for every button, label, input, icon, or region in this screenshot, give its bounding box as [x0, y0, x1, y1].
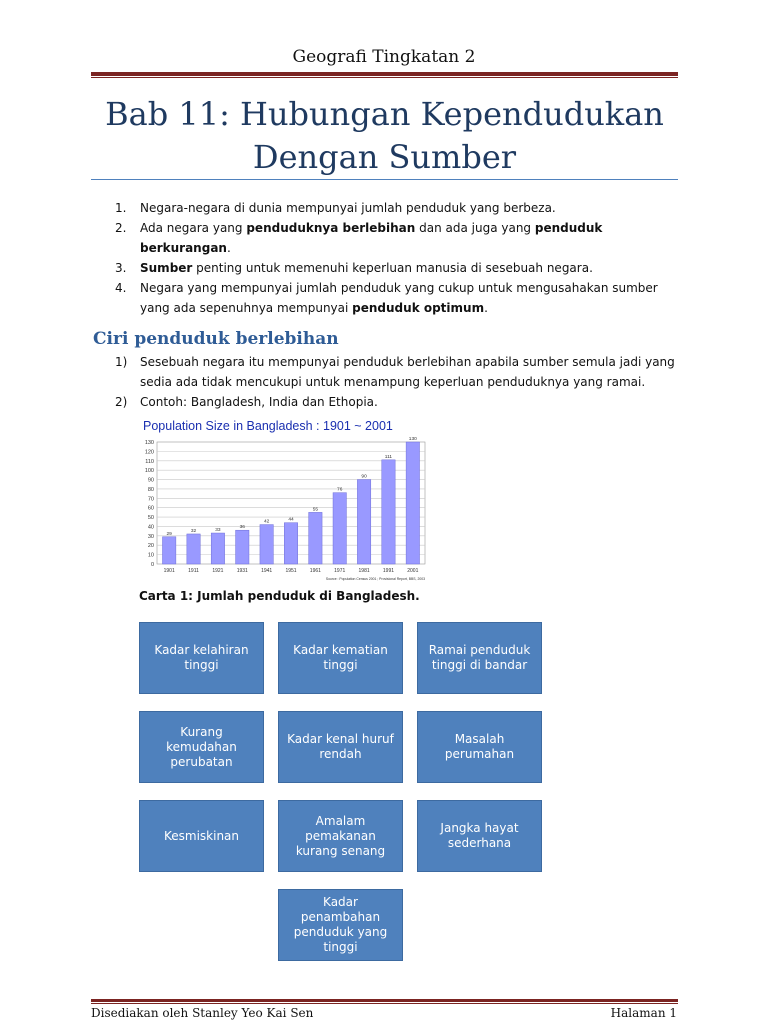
list-item-bold-text: penduduk berkurangan	[140, 221, 603, 255]
list-item-number: 1.	[115, 201, 127, 215]
header-rule	[91, 72, 678, 76]
header-rule-thin	[91, 77, 678, 78]
bar-value-label: 44	[288, 517, 294, 523]
factor-box-kadar-kematian: Kadar kematian tinggi	[278, 622, 403, 694]
x-tick-label: 1931	[236, 568, 248, 574]
y-tick-label: 130	[144, 440, 154, 446]
y-tick-label: 100	[144, 468, 154, 475]
bar	[187, 534, 200, 564]
bar-value-label: 76	[337, 487, 343, 493]
y-tick-label: 30	[147, 533, 154, 540]
list-item-text: penting untuk memenuhi keperluan manusia di sesebuah negara.	[192, 261, 593, 275]
section-heading: Ciri penduduk berlebihan	[93, 329, 339, 349]
list-item-text: Negara yang mempunyai jumlah penduduk yang cukup untuk mengusahakan sumber yang ada sepenuhnya mempunyai	[140, 281, 658, 315]
list-item-number: 4.	[115, 281, 127, 295]
bar	[309, 512, 322, 564]
footer-rule-thin	[91, 1003, 678, 1004]
chart-title: Population Size in Bangladesh : 1901 ~ 2001	[143, 419, 393, 433]
list-item-text: .	[484, 301, 488, 315]
list-item	[115, 198, 675, 218]
list-item	[115, 258, 675, 278]
numbered-list	[115, 198, 675, 318]
document-title	[91, 93, 678, 179]
y-tick-label: 20	[147, 543, 154, 550]
list-item	[115, 392, 675, 412]
x-tick-label: 1901	[163, 568, 175, 574]
list-item-text: Negara-negara di dunia mempunyai jumlah penduduk yang berbeza.	[140, 201, 556, 215]
footer-rule	[91, 999, 678, 1002]
y-tick-label: 120	[144, 449, 154, 456]
list-item-number: 2.	[115, 221, 127, 235]
factor-box-kadar-kelahiran: Kadar kelahiran tinggi	[139, 622, 264, 694]
title-rule	[91, 179, 678, 180]
chart-caption: Carta 1: Jumlah penduduk di Bangladesh.	[139, 589, 420, 603]
bar-value-label: 36	[239, 525, 245, 531]
bar	[406, 442, 419, 564]
factor-box-ramai-penduduk: Ramai penduduk tinggi di bandar	[417, 622, 542, 694]
factor-box-kurang-kemudahan: Kurang kemudahan perubatan	[139, 711, 264, 783]
bar-value-label: 42	[263, 519, 270, 525]
factor-box-kesmiskinan: Kesmiskinan	[139, 800, 264, 872]
page-header: Geografi Tingkatan 2	[292, 47, 476, 67]
bar-value-label: 90	[361, 474, 367, 480]
list-item-text: .	[226, 241, 231, 255]
x-tick-label: 1941	[261, 568, 273, 574]
x-tick-label: 1991	[382, 568, 395, 574]
factor-box-kenal-huruf: Kadar kenal huruf rendah	[278, 711, 403, 783]
bar-value-label: 29	[166, 531, 172, 537]
x-tick-label: 2001	[407, 568, 419, 574]
bar	[333, 493, 346, 564]
y-tick-label: 50	[147, 515, 154, 522]
list-item-number: 2)	[115, 395, 128, 409]
y-tick-label: 70	[147, 496, 154, 503]
x-tick-label: 1971	[334, 568, 346, 574]
y-tick-label: 110	[145, 458, 154, 465]
bar-value-label: 130	[408, 437, 417, 442]
factor-box-pemakanan: Amalam pemakanan kurang senang	[278, 800, 403, 872]
y-tick-label: 0	[150, 562, 154, 568]
bar	[357, 480, 370, 564]
list-item-text: Contoh: Bangladesh, India dan Ethopia.	[140, 395, 378, 409]
bar	[382, 460, 395, 564]
bar-value-label: 32	[190, 528, 197, 534]
list-item	[115, 218, 675, 258]
list-item-bold-text: Sumber	[140, 261, 193, 275]
x-tick-label: 1961	[309, 568, 321, 574]
y-tick-label: 90	[147, 477, 154, 484]
x-tick-label: 1911	[188, 568, 199, 574]
chart-source: Source : Population Census 2001 ; Provisional Report, BBS, 2003	[325, 577, 425, 581]
list-item-number: 1)	[115, 355, 128, 369]
y-tick-label: 10	[147, 552, 154, 559]
population-chart	[139, 412, 431, 584]
factor-box-penambahan: Kadar penambahan penduduk yang tinggi	[278, 889, 403, 961]
bar	[284, 523, 297, 564]
factor-box-jangka-hayat: Jangka hayat sederhana	[417, 800, 542, 872]
characteristics-list	[115, 352, 675, 412]
footer-author: Disediakan oleh Stanley Yeo Kai Sen	[91, 1006, 314, 1020]
bar-value-label: 55	[312, 507, 319, 513]
list-item-text: Ada negara yang	[140, 221, 247, 235]
population-chart-svg	[139, 412, 431, 584]
list-item-number: 3.	[115, 261, 127, 275]
y-tick-label: 40	[147, 524, 154, 531]
factor-box-perumahan: Masalah perumahan	[417, 711, 542, 783]
x-tick-label: 1921	[212, 568, 224, 574]
x-tick-label: 1981	[358, 568, 370, 574]
bar	[211, 533, 224, 564]
bar	[236, 530, 249, 564]
list-item	[115, 352, 675, 392]
title-line-1: Bab 11: Hubungan Kependudukan	[105, 95, 664, 133]
y-tick-label: 60	[147, 505, 154, 512]
title-line-2: Dengan Sumber	[252, 138, 517, 176]
list-item-bold-text: penduduk optimum	[352, 301, 485, 315]
footer-page-number: Halaman 1	[610, 1006, 677, 1020]
bar	[162, 537, 175, 564]
list-item-text: Sesebuah negara itu mempunyai penduduk berlebihan apabila sumber semula jadi yang sedia ada tidak mencukupi untuk menampung keperluan penduduknya yang ramai.	[140, 355, 675, 389]
list-item-text: dan ada juga yang	[415, 221, 535, 235]
bar	[260, 525, 273, 564]
y-tick-label: 80	[147, 486, 154, 493]
list-item-bold-text: penduduknya berlebihan	[246, 221, 416, 235]
list-item	[115, 278, 675, 318]
bar-value-label: 33	[215, 528, 221, 534]
x-tick-label: 1951	[285, 568, 297, 574]
bar-value-label: 111	[384, 454, 393, 460]
